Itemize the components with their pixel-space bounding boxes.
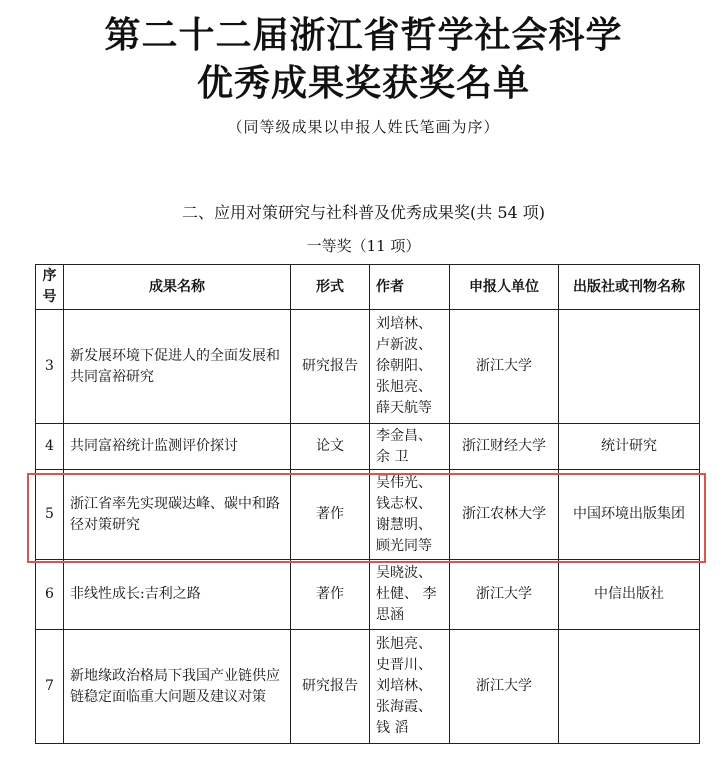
table-row xyxy=(36,424,700,470)
achievement-form: 著作 xyxy=(291,470,370,560)
author-line: 吴伟光、 xyxy=(376,474,432,491)
header-authors: 作者 xyxy=(370,265,450,310)
row-number: 6 xyxy=(36,560,64,630)
author-line: 刘培林、 xyxy=(376,678,432,694)
authors-cell xyxy=(370,560,450,630)
author-line: 谢慧明、 xyxy=(376,516,432,533)
applicant-unit: 浙江大学 xyxy=(450,310,559,424)
achievement-form: 研究报告 xyxy=(291,630,370,744)
achievement-title: 共同富裕统计监测评价探讨 xyxy=(64,424,291,470)
document-title-line-2: 优秀成果奖获奖名单 xyxy=(196,63,530,104)
author-line: 史晋川、 xyxy=(376,657,432,673)
applicant-unit: 浙江财经大学 xyxy=(450,424,559,470)
row-number: 3 xyxy=(36,310,64,424)
applicant-unit: 浙江大学 xyxy=(450,630,559,744)
header-title: 成果名称 xyxy=(64,265,291,310)
author-line: 钱志权、 xyxy=(376,495,432,512)
author-line: 杜健、 李 xyxy=(376,586,437,602)
section-title: 二、应用对策研究与社科普及优秀成果奖(共 54 项) xyxy=(181,203,546,222)
author-line: 徐朝阳、 xyxy=(376,358,432,374)
authors-cell xyxy=(370,310,450,424)
achievement-title: 浙江省率先实现碳达峰、碳中和路径对策研究 xyxy=(64,470,291,560)
author-line: 张旭亮、 xyxy=(376,379,432,395)
authors-cell xyxy=(370,424,450,470)
author-line: 张旭亮、 xyxy=(376,636,432,652)
document-subtitle: （同等级成果以申报人姓氏笔画为序） xyxy=(227,118,500,136)
achievement-form: 论文 xyxy=(291,424,370,470)
publisher: 中信出版社 xyxy=(559,560,700,630)
publisher xyxy=(559,630,700,744)
publisher xyxy=(559,310,700,424)
author-line: 刘培林、 xyxy=(376,316,432,332)
header-no-char-1: 序 xyxy=(42,268,57,284)
achievement-title: 新发展环境下促进人的全面发展和共同富裕研究 xyxy=(64,310,291,424)
header-form: 形式 xyxy=(291,265,370,310)
row-number: 4 xyxy=(36,424,64,470)
author-line: 余 卫 xyxy=(376,448,409,465)
prize-level-title: 一等奖（11 项） xyxy=(306,237,421,255)
table-row xyxy=(36,560,700,630)
publisher: 统计研究 xyxy=(559,424,700,470)
applicant-unit: 浙江农林大学 xyxy=(450,470,559,560)
table-row xyxy=(36,630,700,744)
row-number: 5 xyxy=(36,470,64,560)
author-line: 薛天航等 xyxy=(376,400,432,416)
awards-table xyxy=(35,264,700,744)
table-row xyxy=(36,470,700,560)
document-title-line-1: 第二十二届浙江省哲学社会科学 xyxy=(104,15,623,56)
author-line: 吴晓波、 xyxy=(376,565,432,581)
author-line: 李金昌、 xyxy=(376,427,432,444)
header-no-char-2: 号 xyxy=(42,289,57,305)
author-line: 钱 滔 xyxy=(376,720,409,736)
author-line: 卢新波、 xyxy=(376,337,432,353)
applicant-unit: 浙江大学 xyxy=(450,560,559,630)
publisher: 中国环境出版集团 xyxy=(559,470,700,560)
table-row xyxy=(36,310,700,424)
row-number: 7 xyxy=(36,630,64,744)
author-line: 思涵 xyxy=(376,607,404,623)
header-publisher: 出版社或刊物名称 xyxy=(559,265,700,310)
achievement-form: 研究报告 xyxy=(291,310,370,424)
achievement-form: 著作 xyxy=(291,560,370,630)
author-line: 顾光同等 xyxy=(376,537,432,554)
header-unit: 申报人单位 xyxy=(450,265,559,310)
header-no xyxy=(36,265,64,310)
authors-cell xyxy=(370,470,450,560)
table-header-row xyxy=(36,265,700,310)
achievement-title: 新地缘政治格局下我国产业链供应链稳定面临重大问题及建议对策 xyxy=(64,630,291,744)
achievement-title: 非线性成长:吉利之路 xyxy=(64,560,291,630)
author-line: 张海霞、 xyxy=(376,699,432,715)
authors-cell xyxy=(370,630,450,744)
